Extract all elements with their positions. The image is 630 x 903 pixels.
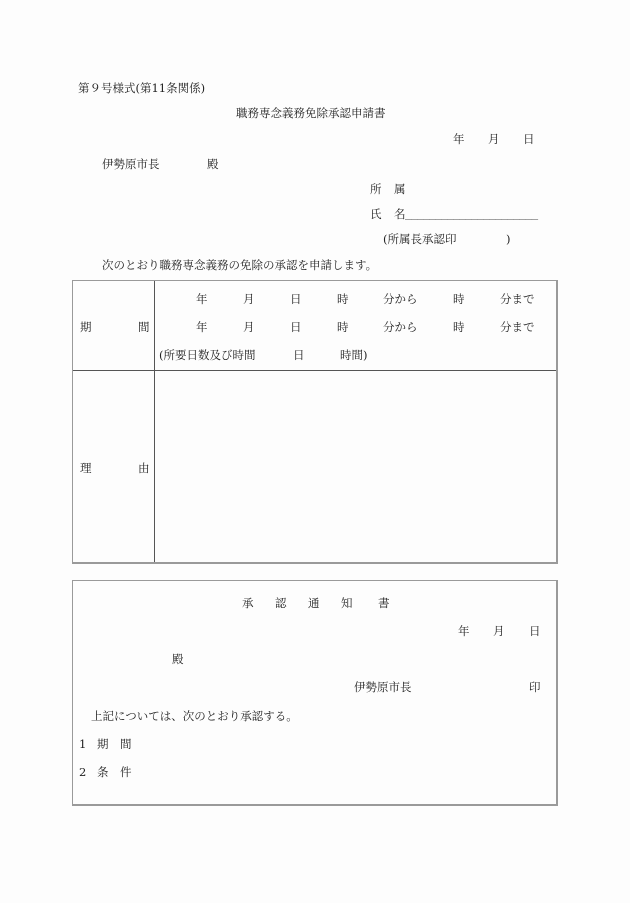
form-number: 第９号様式(第11条関係) bbox=[78, 81, 206, 95]
date-year: 年 bbox=[453, 132, 465, 146]
notice-title-4: 知 bbox=[341, 596, 353, 610]
addressee: 伊勢原市長 bbox=[102, 157, 160, 171]
notice-item-1-num: 1 bbox=[79, 737, 87, 751]
addressee-honorific: 殿 bbox=[207, 157, 219, 171]
period-total-label: (所要日数及び時間 bbox=[159, 348, 256, 362]
notice-item-1-label-1: 期 bbox=[97, 737, 109, 751]
notice-title-3: 通 bbox=[308, 596, 320, 610]
period-label-1: 期 bbox=[80, 320, 92, 334]
notice-issuer: 伊勢原市長 bbox=[354, 680, 412, 694]
period-from-day: 日 bbox=[290, 292, 302, 306]
notice-item-2-label-2: 件 bbox=[120, 765, 132, 779]
name-field-line[interactable]: ______________________ bbox=[405, 207, 538, 220]
date-day: 日 bbox=[523, 132, 535, 146]
reason-label-1: 理 bbox=[80, 461, 92, 475]
affiliation-label-1: 所 bbox=[370, 182, 382, 196]
name-label-1: 氏 bbox=[370, 207, 382, 221]
notice-title-1: 承 bbox=[242, 596, 254, 610]
period2-from-year: 年 bbox=[196, 320, 208, 334]
period2-from-month: 月 bbox=[243, 320, 255, 334]
notice-item-2-label-1: 条 bbox=[97, 765, 109, 779]
notice-statement: 上記については、次のとおり承認する。 bbox=[91, 709, 298, 723]
period2-from-hour: 時 bbox=[337, 320, 349, 334]
name-label-2: 名 bbox=[394, 207, 406, 221]
date-month: 月 bbox=[488, 132, 500, 146]
period-to-minute: 分まで bbox=[500, 292, 535, 306]
period2-from-minute: 分から bbox=[383, 320, 418, 334]
period2-from-day: 日 bbox=[290, 320, 302, 334]
table-column-divider bbox=[154, 281, 155, 562]
period-from-month: 月 bbox=[243, 292, 255, 306]
notice-title-5: 書 bbox=[378, 596, 390, 610]
notice-item-2-num: 2 bbox=[79, 765, 87, 779]
reason-label-2: 由 bbox=[138, 461, 150, 475]
approval-notice-box bbox=[72, 580, 558, 806]
period-from-year: 年 bbox=[196, 292, 208, 306]
notice-honorific: 殿 bbox=[172, 652, 184, 666]
supervisor-seal-label: (所属長承認印 bbox=[383, 232, 457, 246]
period2-to-hour: 時 bbox=[453, 320, 465, 334]
notice-title-2: 認 bbox=[275, 596, 287, 610]
notice-date-month: 月 bbox=[493, 624, 505, 638]
period-total-days: 日 bbox=[293, 348, 305, 362]
reason-field[interactable] bbox=[156, 372, 554, 560]
period2-to-minute: 分まで bbox=[500, 320, 535, 334]
period-label-2: 間 bbox=[138, 320, 150, 334]
period-from-hour: 時 bbox=[337, 292, 349, 306]
supervisor-seal-close: ) bbox=[506, 232, 511, 246]
notice-date-year: 年 bbox=[458, 624, 470, 638]
period-from-minute: 分から bbox=[383, 292, 418, 306]
table-row-divider bbox=[73, 370, 556, 371]
notice-date-day: 日 bbox=[529, 624, 541, 638]
notice-seal: 印 bbox=[529, 680, 541, 694]
period-total-hours: 時間) bbox=[340, 348, 368, 362]
document-title: 職務専念義務免除承認申請書 bbox=[236, 106, 386, 120]
application-intro: 次のとおり職務専念義務の免除の承認を申請します。 bbox=[102, 258, 378, 272]
affiliation-label-2: 属 bbox=[394, 182, 406, 196]
period-to-hour: 時 bbox=[453, 292, 465, 306]
notice-item-1-label-2: 間 bbox=[120, 737, 132, 751]
